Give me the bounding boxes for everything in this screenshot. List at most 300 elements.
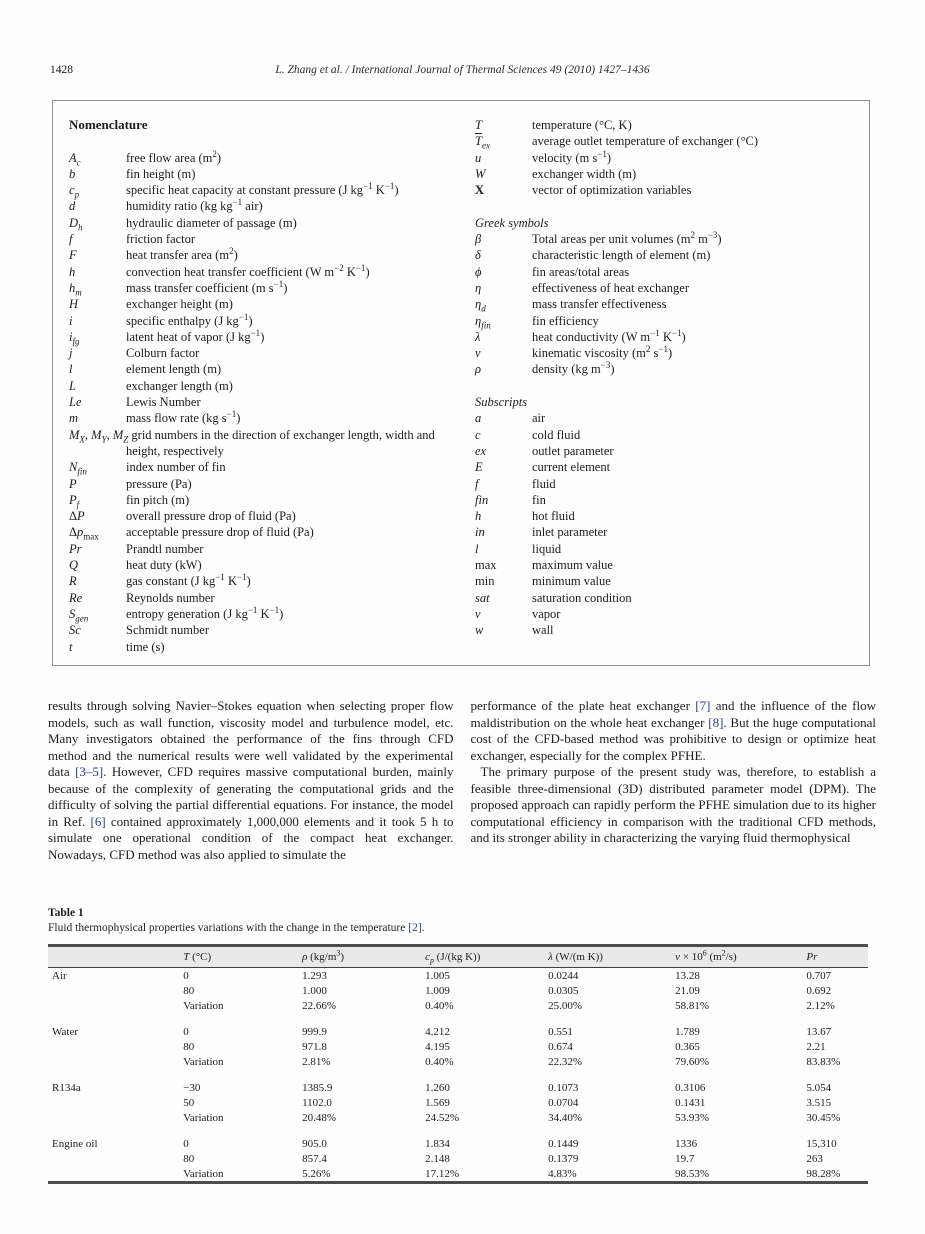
symbol-definition: Lewis Number (126, 395, 201, 410)
nomenclature-entry (475, 573, 853, 589)
nomenclature-entry (475, 476, 853, 492)
symbol-definition: minimum value (532, 574, 611, 589)
symbol-definition: velocity (m $s^{-1}$) (532, 148, 612, 165)
symbol-definition: maximum value (532, 558, 613, 573)
value-cell: 0 (183, 1137, 189, 1150)
page-number: 1428 (50, 64, 73, 76)
value-cell: 98.53% (675, 1167, 710, 1180)
nomenclature-entry (69, 150, 461, 166)
nomenclature-entry (475, 247, 853, 263)
symbol-definition: overall pressure drop of fluid (Pa) (126, 509, 296, 524)
subscripts-entries (475, 410, 853, 638)
symbol-label: h (475, 509, 482, 524)
value-cell: 21.09 (675, 984, 700, 997)
symbol-definition: temperature (°C, K) (532, 118, 632, 132)
symbol-definition: latent heat of vapor (J $kg^{-1}$) (126, 327, 265, 344)
fluid-name-cell: Air (52, 969, 67, 982)
symbol-label: $\eta_{fin}$ (475, 313, 491, 331)
symbol-label: Sc (69, 623, 81, 638)
value-cell: 0.674 (548, 1040, 573, 1053)
value-cell: 4.195 (425, 1040, 450, 1053)
fluid-name-cell: R134a (52, 1081, 81, 1094)
nomenclature-entry (69, 378, 461, 394)
fluid-properties-table (48, 944, 868, 1184)
fluid-name-cell (48, 998, 179, 1013)
nomenclature-entry (69, 361, 461, 377)
value-cell: 13.67 (806, 1025, 832, 1038)
greek-symbols-heading: Greek symbols (475, 215, 549, 230)
nomenclature-entry (69, 410, 461, 426)
table-row (48, 968, 868, 984)
value-cell: Variation (183, 1167, 224, 1180)
symbol-label: u (475, 150, 482, 165)
value-cell: 80 (183, 1040, 195, 1053)
nomenclature-entry (69, 476, 461, 492)
nomenclature-entries-left (69, 150, 461, 655)
symbol-label: $N_{fin}$ (69, 460, 87, 477)
nomenclature-entries-right (475, 117, 853, 198)
symbol-label: $i_{fg}$ (69, 329, 80, 347)
nomenclature-entry (475, 117, 853, 133)
value-cell: 80 (183, 1152, 195, 1165)
table-caption: Fluid thermophysical properties variations with the change in the temperature [2]. (48, 922, 425, 934)
value-cell: 263 (806, 1152, 823, 1165)
value-cell: 0.40% (425, 999, 454, 1012)
value-cell: 25.00% (548, 999, 582, 1012)
value-cell: −30 (183, 1081, 201, 1094)
value-cell: 79.60% (675, 1055, 710, 1068)
fluid-name-cell (48, 1095, 179, 1110)
symbol-label: δ (475, 248, 481, 263)
symbol-label: $\eta_d$ (475, 297, 486, 314)
table-1-section (48, 906, 868, 1184)
symbol-label: max (475, 558, 497, 573)
symbol-definition: kinematic viscosity ($m^2$ $s^{-1}$) (532, 344, 673, 361)
nomenclature-left-column (69, 117, 461, 665)
symbol-label: i (69, 313, 73, 328)
symbol-definition: liquid (532, 541, 562, 556)
nomenclature-entry (475, 541, 853, 557)
symbol-definition: Schmidt number (126, 623, 209, 638)
symbol-label: ν (475, 346, 481, 361)
symbol-definition: Reynolds number (126, 590, 215, 605)
symbol-definition: heat duty (kW) (126, 558, 202, 573)
value-cell: Variation (183, 999, 224, 1012)
nomenclature-entry (475, 508, 853, 524)
paragraph: results through solving Navier–Stokes equation when selecting proper flow models, such as wall function, viscosity model and turbulence model, etc. Many investigators obtained the performance of the fins through CFD method and the numerical results were well validated by the experimental data [3–5]. However, CFD requires massive computational burden, mainly because of the complexity of generating the computational grids and the difficulty of solving the partial differential equations. For instance, the model in Ref. [6] contained approximately 1,000,000 elements and it took 5 h to simulate one operational condition of the compact heat exchanger. Nowadays, CFD method was also applied to simulate the (48, 698, 454, 862)
nomenclature-entry (475, 492, 853, 508)
column-header: $\nu \times 10^6$ $(m^2/s)$ (671, 946, 802, 968)
column-header: $c_p$ (J/(kg K)) (421, 946, 544, 968)
value-cell: 857.4 (302, 1152, 327, 1165)
fluid-name-cell (48, 1151, 179, 1166)
nomenclature-entry (69, 280, 461, 296)
value-cell: 0.1449 (548, 1137, 579, 1150)
symbol-definition: fin efficiency (532, 313, 599, 328)
symbol-label: Pr (69, 541, 82, 556)
nomenclature-entry (69, 606, 461, 622)
nomenclature-entry (475, 280, 853, 296)
symbol-label: $c_p$ (69, 183, 80, 200)
value-cell: 0.692 (806, 984, 832, 997)
fluid-name-cell: Engine oil (52, 1137, 98, 1150)
symbol-definition: density (kg $m^{-3}$) (532, 360, 615, 377)
fluid-name-cell (48, 1054, 179, 1069)
symbol-definition: mass transfer effectiveness (532, 297, 667, 312)
fluid-name-cell: Water (52, 1025, 78, 1038)
symbol-definition: entropy generation (J $kg^{-1}$ $K^{-1}$) (126, 604, 284, 621)
value-cell: Variation (183, 1111, 224, 1124)
table-header-row (48, 946, 868, 968)
nomenclature-entry (475, 231, 853, 247)
nomenclature-entry (475, 443, 853, 459)
column-header (48, 946, 179, 968)
value-cell: 0.3106 (675, 1081, 706, 1094)
symbol-label: λ (475, 329, 481, 344)
value-cell: 22.66% (302, 999, 336, 1012)
nomenclature-entry (69, 573, 461, 589)
value-cell: 3.515 (806, 1096, 832, 1109)
symbol-label: Q (69, 558, 79, 573)
nomenclature-entry (475, 296, 853, 312)
symbol-definition: inlet parameter (532, 525, 608, 540)
value-cell: 58.81% (675, 999, 710, 1012)
symbol-definition: pressure (Pa) (126, 476, 192, 491)
nomenclature-entry (69, 264, 461, 280)
column-header: λ (W/(m K)) (544, 946, 671, 968)
nomenclature-entry (69, 231, 461, 247)
symbol-definition: characteristic length of element (m) (532, 248, 711, 263)
symbol-label: l (475, 541, 479, 556)
symbol-label: β (475, 232, 482, 247)
nomenclature-entry (69, 313, 461, 329)
symbol-definition: grid numbers in the direction of exchanger length, width and height, respectively (126, 427, 435, 458)
symbol-label: w (475, 623, 484, 638)
citation-link[interactable]: [8] (708, 714, 724, 730)
symbol-label: ϕ (475, 264, 482, 279)
symbol-definition: wall (532, 623, 554, 638)
value-cell: 0.707 (806, 969, 832, 982)
nomenclature-entry (69, 459, 461, 475)
symbol-label: X (475, 183, 485, 198)
symbol-label: a (475, 411, 482, 426)
value-cell: 1.789 (675, 1025, 700, 1038)
nomenclature-entry (69, 622, 461, 638)
symbol-label: b (69, 166, 76, 181)
nomenclature-entry (69, 329, 461, 345)
nomenclature-entry (475, 166, 853, 182)
symbol-label: H (69, 297, 79, 312)
symbol-definition: gas constant (J $kg^{-1}$ $K^{-1}$) (126, 572, 251, 589)
nomenclature-box (52, 100, 870, 666)
nomenclature-entry (69, 215, 461, 231)
symbol-definition: heat transfer area $(m^2)$ (126, 246, 238, 263)
nomenclature-entry (475, 345, 853, 361)
value-cell: 1.260 (425, 1081, 450, 1094)
nomenclature-entry (69, 427, 461, 460)
symbol-definition: fin height (m) (126, 166, 196, 181)
nomenclature-entry (69, 557, 461, 573)
table-row (48, 1110, 868, 1125)
symbol-definition: hot fluid (532, 509, 575, 524)
symbol-definition: specific enthalpy (J $kg^{-1}$) (126, 311, 253, 328)
nomenclature-entry (475, 150, 853, 166)
symbol-label: v (475, 606, 481, 621)
running-title: L. Zhang et al. / International Journal of Thermal Sciences 49 (2010) 1427–1436 (275, 64, 650, 76)
nomenclature-entry (475, 182, 853, 198)
table-row (48, 1151, 868, 1166)
column-header: T (°C) (179, 946, 298, 968)
value-cell: 1.293 (302, 969, 327, 982)
nomenclature-entry (69, 508, 461, 524)
symbol-definition: fin areas/total areas (532, 264, 630, 279)
symbol-label: η (475, 280, 482, 295)
value-cell: 1.569 (425, 1096, 450, 1109)
nomenclature-entry (69, 247, 461, 263)
symbol-label: min (475, 574, 495, 589)
paragraph: performance of the plate heat exchanger [7] and the influence of the flow maldistribution on the whole heat exchanger [8]. But the huge computational cost of the CFD-based method was prohibitive to design or optimize heat exchanger, especially for the complex PFHE. (470, 698, 877, 763)
symbol-definition: exchanger length (m) (126, 378, 233, 393)
nomenclature-entry (475, 329, 853, 345)
nomenclature-entry (475, 459, 853, 475)
symbol-definition: fin (532, 492, 546, 507)
paragraph: The primary purpose of the present study was, therefore, to establish a feasible three-dimensional (3D) distributed parameter model (DPM). The proposed approach can rapidly perform the PFHE simulation due to its higher computational efficiency in comparison with the traditional CFD methods, and its stronger ability in characterizing the varying fluid thermophysical (470, 764, 876, 846)
value-cell: 971.8 (302, 1040, 327, 1053)
symbol-definition: cold fluid (532, 427, 581, 442)
symbol-label: Re (69, 590, 83, 605)
citation-link[interactable]: [2] (408, 922, 422, 934)
subscripts-heading: Subscripts (475, 395, 528, 410)
value-cell: 0.1073 (548, 1081, 579, 1094)
table-row (48, 1070, 868, 1096)
symbol-definition: mass transfer coefficient (m $s^{-1}$) (126, 278, 288, 295)
table-row (48, 1054, 868, 1069)
table-label: Table 1 (48, 907, 84, 919)
running-head (50, 64, 875, 80)
value-cell: 0.551 (548, 1025, 573, 1038)
nomenclature-entry (475, 427, 853, 443)
symbol-definition: mass flow rate (kg $s^{-1}$) (126, 409, 241, 426)
nomenclature-entry (69, 492, 461, 508)
symbol-label: W (475, 166, 486, 181)
symbol-label: f (475, 476, 479, 491)
nomenclature-entry (475, 557, 853, 573)
symbol-definition: vapor (532, 606, 561, 621)
nomenclature-entry (69, 345, 461, 361)
greek-symbols-entries (475, 231, 853, 378)
symbol-label: $h_m$ (69, 280, 82, 298)
value-cell: 34.40% (548, 1111, 582, 1124)
symbol-definition: vector of optimization variables (532, 183, 692, 198)
value-cell: 30.45% (806, 1111, 841, 1124)
nomenclature-entry (69, 394, 461, 410)
symbol-label: L (69, 378, 76, 393)
body-column-right (471, 698, 877, 863)
table-row (48, 1095, 868, 1110)
symbol-definition: exchanger height (m) (126, 297, 233, 312)
symbol-label: ΔP (69, 509, 85, 524)
fluid-name-cell (48, 983, 179, 998)
value-cell: 999.9 (302, 1025, 327, 1038)
symbol-definition: Prandtl number (126, 541, 204, 556)
citation-link[interactable]: [3–5] (75, 764, 104, 780)
table-row (48, 1039, 868, 1054)
nomenclature-entry (69, 182, 461, 198)
fluid-name-cell (48, 1110, 179, 1125)
value-cell: 0.1379 (548, 1152, 579, 1165)
value-cell: 4.212 (425, 1025, 450, 1038)
nomenclature-entry (69, 639, 461, 655)
symbol-definition: time (s) (126, 639, 165, 654)
value-cell: 1336 (675, 1137, 698, 1150)
nomenclature-entry (475, 524, 853, 540)
symbol-label: $\overline{T}_{ex}$ (475, 134, 490, 151)
column-header: Pr (802, 946, 868, 968)
value-cell: 5.26% (302, 1167, 331, 1180)
nomenclature-entry (69, 590, 461, 606)
symbol-definition: element length (m) (126, 362, 222, 377)
symbol-definition: hydraulic diameter of passage (m) (126, 215, 297, 230)
value-cell: 4.83% (548, 1167, 577, 1180)
symbol-label: in (475, 525, 485, 540)
value-cell: 1.834 (425, 1137, 450, 1150)
nomenclature-right-column (461, 117, 853, 665)
symbol-definition: fin pitch (m) (126, 492, 190, 507)
symbol-definition: specific heat capacity at constant pressure (J $kg^{-1}$ $K^{-1}$) (126, 181, 399, 198)
symbol-label: $S_{gen}$ (69, 606, 89, 624)
symbol-label: $M_X$, $M_Y$, $M_Z$ (69, 427, 129, 445)
symbol-definition: exchanger width (m) (532, 166, 637, 181)
value-cell: 98.28% (806, 1167, 841, 1180)
value-cell: 0.0305 (548, 984, 579, 997)
symbol-definition: humidity ratio (kg $kg^{-1}$ air) (126, 197, 263, 214)
symbol-label: F (69, 248, 77, 263)
value-cell: 0.0244 (548, 969, 579, 982)
symbol-label: sat (475, 590, 490, 605)
symbol-definition: friction factor (126, 232, 196, 247)
table-row (48, 1166, 868, 1183)
symbol-definition: outlet parameter (532, 443, 614, 458)
value-cell: 2.21 (806, 1040, 826, 1053)
value-cell: 20.48% (302, 1111, 336, 1124)
symbol-label: t (69, 639, 73, 654)
value-cell: 53.93% (675, 1111, 710, 1124)
fluid-name-cell (48, 1166, 179, 1183)
value-cell: 1.009 (425, 984, 450, 997)
symbol-label: P (69, 476, 77, 491)
value-cell: 5.054 (806, 1081, 832, 1094)
symbol-label: ex (475, 443, 487, 458)
symbol-definition: Total areas per unit volumes ($m^2$ $m^{-3}$) (532, 229, 722, 247)
table-row (48, 1126, 868, 1152)
symbol-definition: air (532, 411, 546, 426)
symbol-label: j (69, 346, 73, 361)
symbol-label: $\Delta p_{max}$ (69, 525, 99, 542)
symbol-label: $A_c$ (69, 150, 81, 168)
symbol-definition: heat conductivity (W $m^{-1}$ $K^{-1}$) (532, 327, 686, 344)
value-cell: 15,310 (806, 1137, 837, 1150)
value-cell: 17.12% (425, 1167, 459, 1180)
symbol-definition: index number of fin (126, 460, 226, 475)
table-row (48, 998, 868, 1013)
symbol-label: f (69, 232, 73, 247)
citation-link[interactable]: [7] (695, 698, 711, 713)
nomenclature-entry (475, 590, 853, 606)
nomenclature-entry (475, 410, 853, 426)
table-row (48, 983, 868, 998)
symbol-label: m (69, 411, 79, 426)
symbol-label: d (69, 199, 76, 214)
symbol-definition: free flow area $(m^2)$ (126, 148, 222, 165)
value-cell: 0.0704 (548, 1096, 579, 1109)
value-cell: 19.7 (675, 1152, 695, 1165)
value-cell: 1.000 (302, 984, 327, 997)
value-cell: 22.32% (548, 1055, 582, 1068)
table-row (48, 1014, 868, 1040)
symbol-definition: acceptable pressure drop of fluid (Pa) (126, 525, 314, 540)
symbol-definition: fluid (532, 476, 556, 491)
citation-link[interactable]: [6] (90, 813, 106, 829)
value-cell: 1.005 (425, 969, 450, 982)
nomenclature-entry (475, 622, 853, 638)
value-cell: 83.83% (806, 1055, 841, 1068)
symbol-label: R (69, 574, 77, 589)
symbol-label: ρ (475, 362, 481, 377)
nomenclature-entry (69, 541, 461, 557)
symbol-label: E (475, 460, 483, 475)
nomenclature-entry (69, 198, 461, 214)
value-cell: 24.52% (425, 1111, 459, 1124)
symbol-label: $D_h$ (69, 215, 83, 233)
value-cell: 2.81% (302, 1055, 331, 1068)
symbol-definition: convection heat transfer coefficient (W $m^{-2}$ $K^{-1}$) (126, 262, 370, 279)
value-cell: 2.12% (806, 999, 835, 1012)
symbol-label: c (475, 427, 481, 442)
column-header: ρ $(kg/m^3)$ (298, 946, 421, 968)
nomenclature-entry (475, 361, 853, 377)
value-cell: 905.0 (302, 1137, 327, 1150)
body-column-left (48, 698, 454, 863)
symbol-definition: saturation condition (532, 590, 632, 605)
symbol-definition: average outlet temperature of exchanger (°C) (532, 134, 759, 149)
symbol-label: l (69, 362, 73, 377)
value-cell: 1385.9 (302, 1081, 333, 1094)
symbol-definition: current element (532, 460, 611, 475)
symbol-definition: Colburn factor (126, 346, 200, 361)
value-cell: 2.148 (425, 1152, 450, 1165)
value-cell: 0.365 (675, 1040, 700, 1053)
nomenclature-entry (69, 524, 461, 540)
value-cell: 0 (183, 969, 189, 982)
value-cell: 80 (183, 984, 195, 997)
value-cell: 0.40% (425, 1055, 454, 1068)
value-cell: 1102.0 (302, 1096, 332, 1109)
symbol-label: T (475, 118, 482, 132)
value-cell: 50 (183, 1096, 195, 1109)
nomenclature-entry (475, 606, 853, 622)
nomenclature-entry (69, 296, 461, 312)
symbol-label: fin (475, 492, 489, 507)
nomenclature-entry (475, 264, 853, 280)
fluid-name-cell (48, 1039, 179, 1054)
value-cell: Variation (183, 1055, 224, 1068)
nomenclature-entry (69, 166, 461, 182)
value-cell: 0.1431 (675, 1096, 706, 1109)
value-cell: 0 (183, 1025, 189, 1038)
value-cell: 13.28 (675, 969, 700, 982)
body-text (48, 698, 876, 863)
nomenclature-entry (475, 313, 853, 329)
